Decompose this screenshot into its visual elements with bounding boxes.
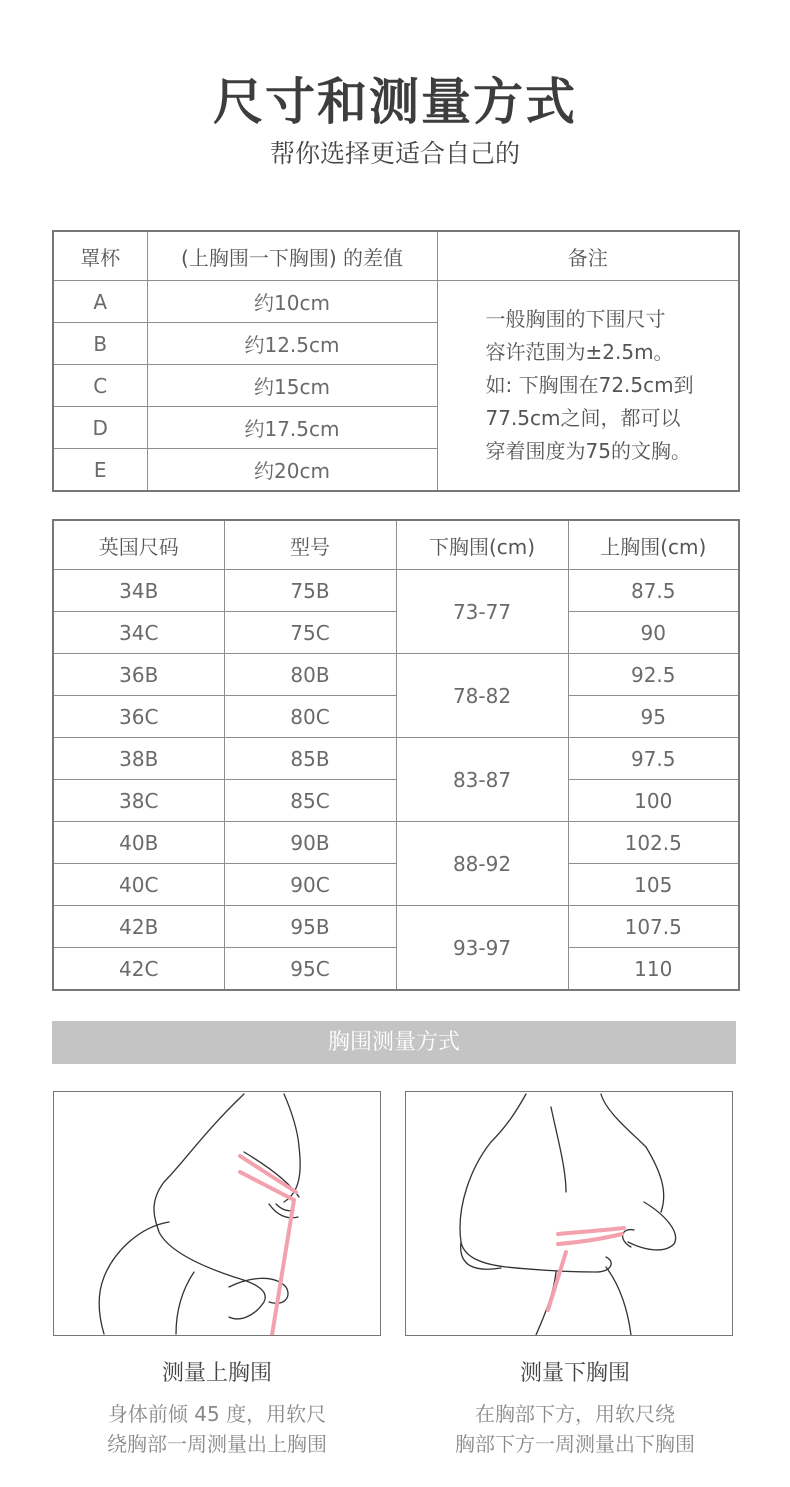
upper-bust-desc-line: 绕胸部一周测量出上胸围: [107, 1432, 327, 1456]
size-chart-table: [52, 519, 740, 991]
uk-size-cell: 42B: [53, 906, 224, 948]
model-cell: 90C: [224, 864, 396, 906]
cup-cell: B: [53, 323, 147, 365]
underbust-cell: 88-92: [396, 822, 568, 906]
uk-size-cell: 36B: [53, 654, 224, 696]
table-header-row: [53, 231, 739, 281]
header-underbust: 下胸围(cm): [396, 520, 568, 570]
measurement-banner: 胸围测量方式: [52, 1021, 736, 1064]
overbust-cell: 110: [568, 948, 739, 991]
table-header-row: [53, 520, 739, 570]
header-uk-size: 英国尺码: [53, 520, 224, 570]
under-bust-desc-line: 胸部下方一周测量出下胸围: [455, 1432, 695, 1456]
model-cell: 95B: [224, 906, 396, 948]
uk-size-cell: 40C: [53, 864, 224, 906]
cup-cell: C: [53, 365, 147, 407]
under-bust-line-drawing: [406, 1092, 732, 1335]
header-note: 备注: [437, 231, 739, 281]
model-cell: 85B: [224, 738, 396, 780]
table-row: [53, 281, 739, 323]
under-bust-desc-line: 在胸部下方，用软尺绕: [475, 1402, 675, 1426]
difference-cell: 约20cm: [147, 449, 437, 492]
overbust-cell: 92.5: [568, 654, 739, 696]
upper-bust-illustration: [53, 1091, 381, 1336]
upper-bust-desc-line: 身体前倾 45 度，用软尺: [107, 1402, 327, 1426]
table-row: [53, 738, 739, 780]
upper-bust-caption: [37, 1356, 397, 1459]
model-cell: 95C: [224, 948, 396, 991]
cup-cell: A: [53, 281, 147, 323]
model-cell: 85C: [224, 780, 396, 822]
overbust-cell: 102.5: [568, 822, 739, 864]
upper-bust-line-drawing: [54, 1092, 380, 1335]
model-cell: 75B: [224, 570, 396, 612]
uk-size-cell: 40B: [53, 822, 224, 864]
uk-size-cell: 38B: [53, 738, 224, 780]
note-cell: [437, 281, 739, 492]
note-line: 一般胸围的下围尺寸: [485, 307, 666, 331]
upper-bust-title: 测量上胸围: [161, 1361, 272, 1386]
page-title: 尺寸和测量方式: [213, 73, 577, 131]
table-row: [53, 906, 739, 948]
model-cell: 90B: [224, 822, 396, 864]
overbust-cell: 105: [568, 864, 739, 906]
note-line: 如: 下胸围在72.5cm到: [485, 373, 694, 397]
cup-cell: D: [53, 407, 147, 449]
header-overbust: 上胸围(cm): [568, 520, 739, 570]
uk-size-cell: 36C: [53, 696, 224, 738]
difference-cell: 约12.5cm: [147, 323, 437, 365]
overbust-cell: 90: [568, 612, 739, 654]
underbust-cell: 78-82: [396, 654, 568, 738]
underbust-cell: 93-97: [396, 906, 568, 991]
difference-cell: 约17.5cm: [147, 407, 437, 449]
model-cell: 80B: [224, 654, 396, 696]
model-cell: 75C: [224, 612, 396, 654]
table-row: [53, 654, 739, 696]
overbust-cell: 100: [568, 780, 739, 822]
under-bust-title: 测量下胸围: [519, 1361, 630, 1386]
header-difference: (上胸围一下胸围) 的差值: [147, 231, 437, 281]
underbust-cell: 73-77: [396, 570, 568, 654]
note-line: 77.5cm之间，都可以: [485, 406, 681, 430]
uk-size-cell: 42C: [53, 948, 224, 991]
note-line: 容许范围为±2.5m。: [485, 340, 674, 364]
difference-cell: 约15cm: [147, 365, 437, 407]
uk-size-cell: 38C: [53, 780, 224, 822]
page-subtitle: 帮你选择更适合自己的: [269, 139, 520, 168]
cup-cell: E: [53, 449, 147, 492]
header-cup: 罩杯: [53, 231, 147, 281]
uk-size-cell: 34B: [53, 570, 224, 612]
note-line: 穿着围度为75的文胸。: [485, 439, 691, 463]
under-bust-illustration: [405, 1091, 733, 1336]
model-cell: 80C: [224, 696, 396, 738]
underbust-cell: 83-87: [396, 738, 568, 822]
overbust-cell: 95: [568, 696, 739, 738]
difference-cell: 约10cm: [147, 281, 437, 323]
uk-size-cell: 34C: [53, 612, 224, 654]
table-row: [53, 570, 739, 612]
cup-difference-table: [52, 230, 740, 492]
under-bust-caption: [395, 1356, 755, 1459]
overbust-cell: 87.5: [568, 570, 739, 612]
overbust-cell: 97.5: [568, 738, 739, 780]
header-model: 型号: [224, 520, 396, 570]
overbust-cell: 107.5: [568, 906, 739, 948]
table-row: [53, 822, 739, 864]
